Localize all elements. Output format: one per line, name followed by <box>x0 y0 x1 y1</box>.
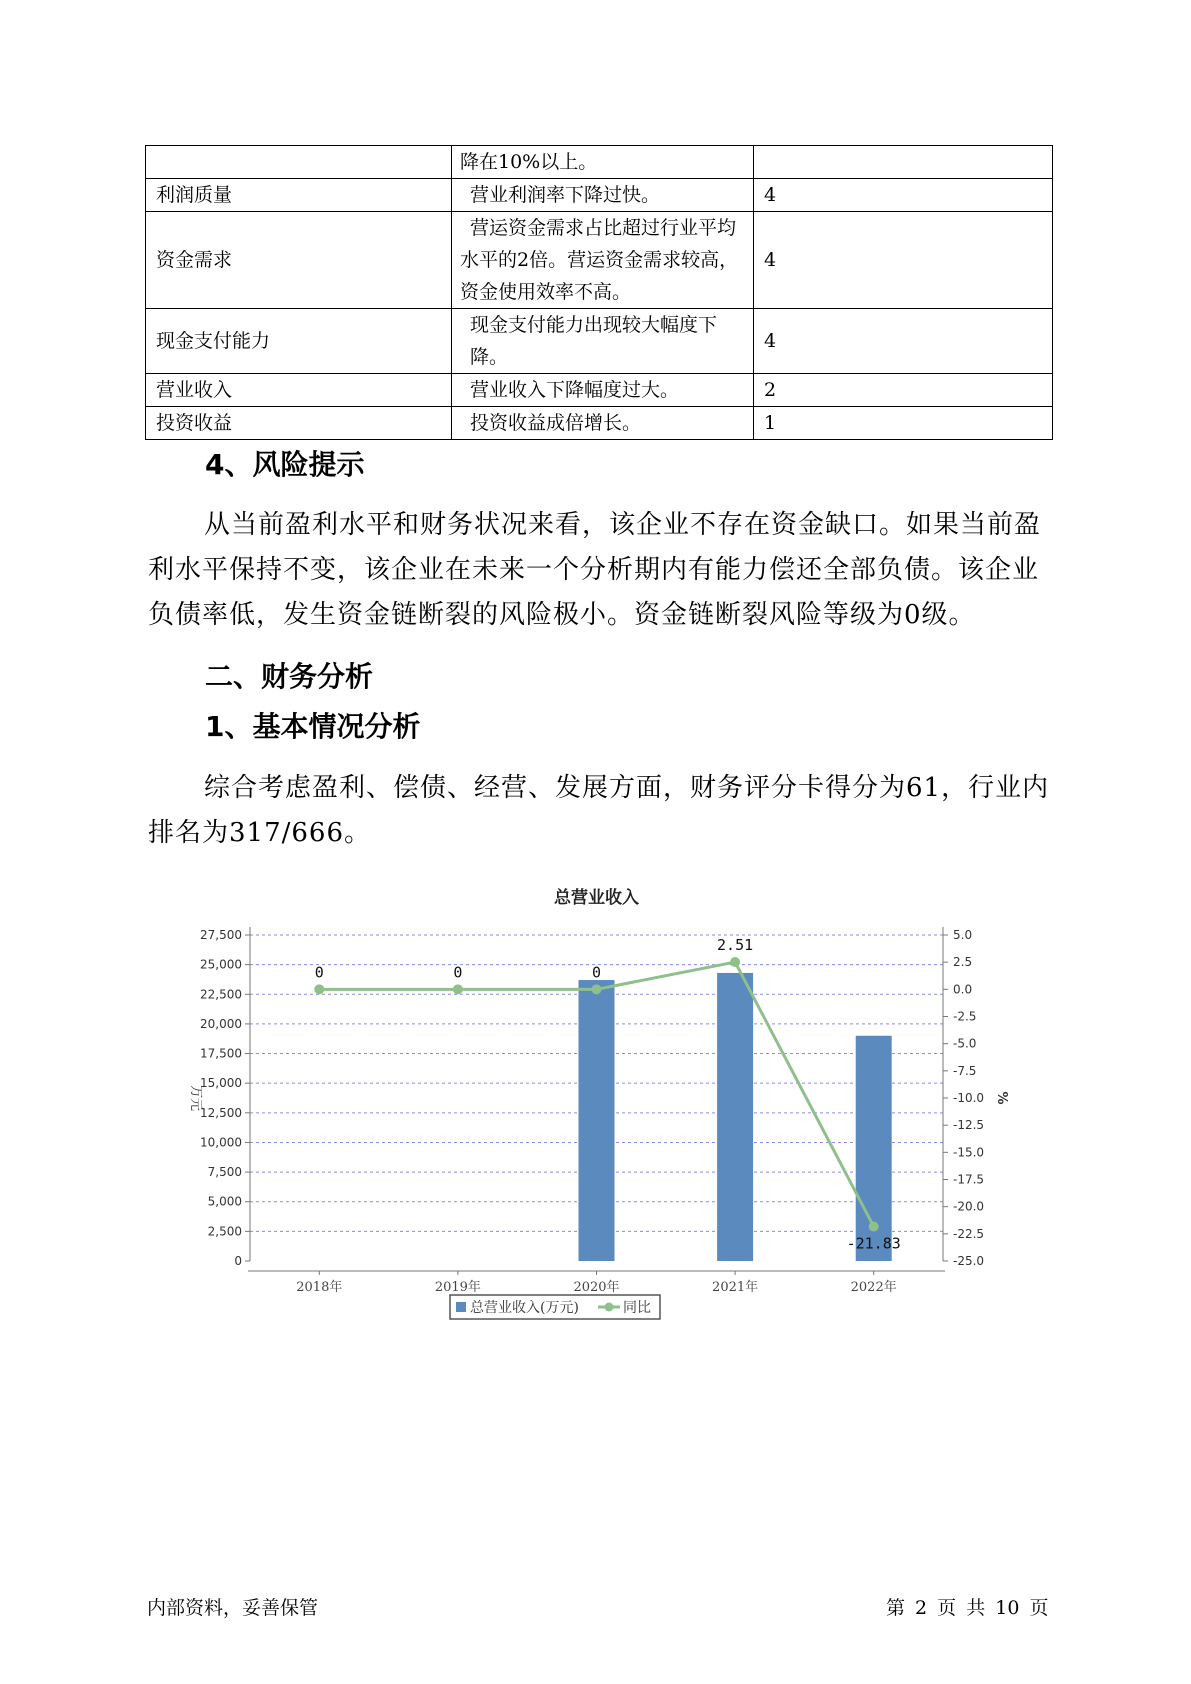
risk-item: 现金支付能力 <box>146 309 452 374</box>
risk-description <box>452 179 754 212</box>
right-tick-label: 2.5 <box>953 955 973 970</box>
risk-description-line: 现金支付能力出现较大幅度下降。 <box>470 314 718 368</box>
risk-item: 投资收益 <box>146 407 452 440</box>
risk-item: 营业收入 <box>146 374 452 407</box>
risk-description-line: 营运资金需求占比超过行业平均 <box>470 217 737 239</box>
right-tick-label: -12.5 <box>953 1118 985 1133</box>
data-label: 0 <box>453 963 463 982</box>
finance-paragraph: 综合考虑盈利、偿债、经营、发展方面，财务评分卡得分为61，行业内排名为317/666。 <box>148 773 1050 848</box>
revenue-chart <box>180 885 1040 1345</box>
table-row <box>146 309 1053 374</box>
right-tick-label: -25.0 <box>953 1254 985 1268</box>
x-tick-label: 2021年 <box>712 1280 759 1295</box>
risk-score: 4 <box>754 309 1053 374</box>
data-label: 2.51 <box>717 936 754 955</box>
risk-description <box>452 212 754 309</box>
risk-score: 1 <box>754 407 1053 440</box>
risk-table <box>145 145 1053 440</box>
risk-score: 4 <box>754 212 1053 309</box>
legend-bar-swatch <box>456 1302 466 1312</box>
legend-bar-label: 总营业收入(万元) <box>470 1300 579 1316</box>
right-tick-label: -10.0 <box>953 1091 985 1105</box>
risk-score: 4 <box>754 179 1053 212</box>
risk-item: 利润质量 <box>146 179 452 212</box>
y-axis-label: 万元 <box>188 1084 203 1112</box>
left-tick-label: 7,500 <box>207 1165 242 1180</box>
left-tick-label: 27,500 <box>200 928 242 942</box>
right-tick-label: -22.5 <box>953 1226 985 1241</box>
footer-page-number: 第 2 页 共 10 页 <box>886 1597 1049 1619</box>
data-label: 0 <box>591 963 602 982</box>
right-tick-label: -5.0 <box>953 1036 977 1051</box>
bar <box>717 973 753 1261</box>
table-row <box>146 146 1053 179</box>
x-tick-label: 2020年 <box>573 1280 620 1295</box>
left-tick-label: 15,000 <box>200 1076 242 1091</box>
risk-description-line: 营业利润率下降过快。 <box>470 184 661 206</box>
data-label: 0 <box>314 963 324 982</box>
yoy-point <box>592 984 602 994</box>
right-tick-label: -2.5 <box>953 1009 977 1024</box>
risk-description <box>452 146 754 179</box>
legend-line-marker <box>605 1303 614 1312</box>
left-tick-label: 2,500 <box>207 1224 242 1239</box>
left-tick-label: 12,500 <box>200 1105 242 1120</box>
risk-heading: 4、风险提示 <box>205 448 365 481</box>
table-row <box>146 407 1053 440</box>
table-row <box>146 179 1053 212</box>
yoy-point <box>869 1222 879 1232</box>
right-tick-label: 0.0 <box>953 982 973 997</box>
legend-line-label: 同比 <box>623 1300 651 1316</box>
risk-description-line: 投资收益成倍增长。 <box>470 412 642 434</box>
right-tick-label: -7.5 <box>953 1063 977 1078</box>
y2-axis-label: % <box>994 1091 1009 1105</box>
right-tick-label: -20.0 <box>953 1199 985 1214</box>
left-tick-label: 0 <box>234 1254 242 1268</box>
table-row <box>146 212 1053 309</box>
left-tick-label: 5,000 <box>207 1194 242 1209</box>
risk-description-line: 营业收入下降幅度过大。 <box>470 379 680 401</box>
yoy-point <box>453 984 463 994</box>
footer-confidential: 内部资料，妥善保管 <box>147 1597 319 1619</box>
risk-paragraph: 从当前盈利水平和财务状况来看，该企业不存在资金缺口。如果当前盈利水平保持不变，该企业在未来一个分析期内有能力偿还全部负债。该企业负债率低，发生资金链断裂的风险极小。资金链断裂风险等级为0级。 <box>148 510 1042 630</box>
left-tick-label: 25,000 <box>200 957 242 972</box>
left-tick-label: 17,500 <box>200 1046 242 1061</box>
finance-heading: 二、财务分析 <box>205 660 374 693</box>
risk-description <box>452 407 754 440</box>
basic-analysis-heading: 1、基本情况分析 <box>205 710 421 743</box>
yoy-point <box>314 984 324 994</box>
x-tick-label: 2019年 <box>434 1280 481 1295</box>
left-tick-label: 20,000 <box>200 1016 242 1031</box>
right-tick-label: -17.5 <box>953 1172 985 1187</box>
right-tick-label: 5.0 <box>953 928 973 942</box>
risk-score: 2 <box>754 374 1053 407</box>
left-tick-label: 22,500 <box>200 987 242 1002</box>
yoy-point <box>730 957 740 967</box>
risk-description-line: 水平的2倍。营运资金需求较高， <box>460 249 739 271</box>
x-tick-label: 2022年 <box>850 1280 897 1295</box>
table-row <box>146 374 1053 407</box>
risk-description <box>452 374 754 407</box>
risk-score <box>754 146 1053 179</box>
risk-item: 资金需求 <box>146 212 452 309</box>
chart-title: 总营业收入 <box>554 888 639 908</box>
risk-description <box>452 309 754 374</box>
left-tick-label: 10,000 <box>200 1135 242 1150</box>
bar <box>579 980 615 1261</box>
risk-item <box>146 146 452 179</box>
data-label: -21.83 <box>846 1234 901 1253</box>
right-tick-label: -15.0 <box>953 1145 985 1160</box>
risk-description-line: 降在10%以上。 <box>460 151 598 173</box>
x-tick-label: 2018年 <box>296 1280 343 1295</box>
risk-description-line: 资金使用效率不高。 <box>460 281 632 303</box>
